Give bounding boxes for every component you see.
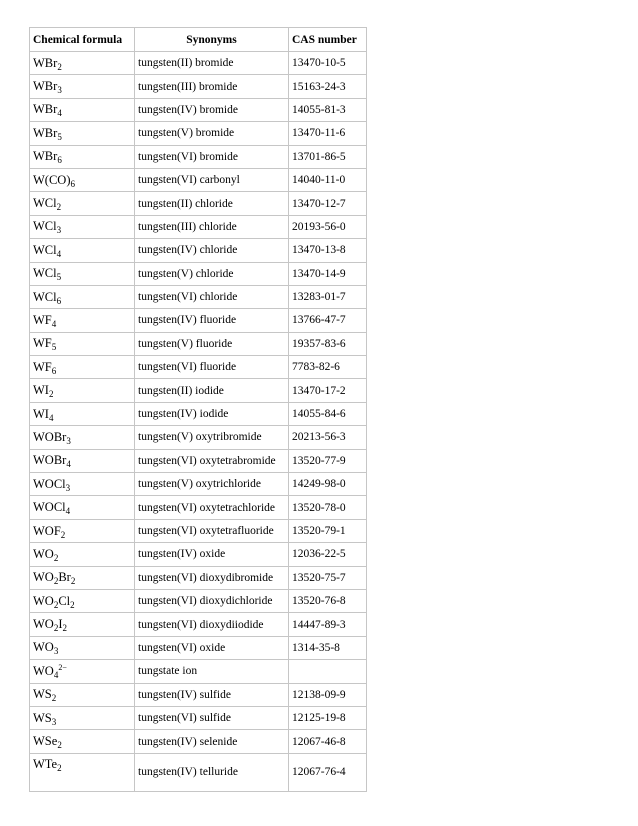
synonym-cell: tungsten(V) oxytrichloride [135, 473, 289, 496]
formula-cell [30, 356, 135, 379]
table-header-row [30, 28, 367, 52]
synonym-cell: tungsten(VI) oxide [135, 636, 289, 659]
table-row [30, 636, 367, 659]
formula-text: WOBr [33, 453, 67, 468]
formula-text: WBr [33, 125, 58, 140]
table-row [30, 309, 367, 332]
table-row [30, 215, 367, 238]
cas-number-cell: 13701-86-5 [289, 145, 367, 168]
synonym-cell: tungsten(III) bromide [135, 75, 289, 98]
table-row [30, 543, 367, 566]
synonym-cell: tungstate ion [135, 660, 289, 683]
cas-number-cell: 13470-11-6 [289, 122, 367, 145]
cas-number-cell: 14447-89-3 [289, 613, 367, 636]
cas-number-cell: 13520-76-8 [289, 589, 367, 612]
formula-cell [30, 379, 135, 402]
formula-cell [30, 332, 135, 355]
formula-cell [30, 706, 135, 729]
formula-cell [30, 52, 135, 75]
formula-subscript: 4 [57, 108, 62, 119]
formula-subscript: 2 [53, 599, 59, 610]
formula-subscript: 2 [51, 693, 57, 704]
formula-subscript: 4 [53, 669, 59, 680]
formula-text: WO [33, 570, 54, 585]
formula-cell [30, 589, 135, 612]
formula-cell [30, 473, 135, 496]
table-row [30, 145, 367, 168]
formula-cell [30, 519, 135, 542]
formula-subscript: 2 [57, 61, 62, 72]
formula-text: WO [33, 617, 54, 632]
table-row [30, 449, 367, 472]
table-row [30, 98, 367, 121]
formula-cell [30, 566, 135, 589]
synonym-cell: tungsten(II) bromide [135, 52, 289, 75]
formula-text: WCl [33, 289, 57, 304]
cas-number-cell: 13520-75-7 [289, 566, 367, 589]
cas-number-cell: 20213-56-3 [289, 426, 367, 449]
synonym-cell: tungsten(IV) fluoride [135, 309, 289, 332]
formula-cell [30, 496, 135, 519]
synonym-cell: tungsten(II) chloride [135, 192, 289, 215]
cas-number-cell: 12067-46-8 [289, 730, 367, 753]
synonym-cell: tungsten(IV) sulfide [135, 683, 289, 706]
header-chemical-formula: Chemical formula [30, 28, 135, 52]
table-row [30, 402, 367, 425]
synonym-cell: tungsten(IV) selenide [135, 730, 289, 753]
formula-cell [30, 730, 135, 753]
formula-text: WO [33, 546, 54, 561]
formula-cell [30, 285, 135, 308]
synonym-cell: tungsten(V) fluoride [135, 332, 289, 355]
formula-cell [30, 660, 135, 683]
table-row [30, 566, 367, 589]
cas-number-cell: 13520-79-1 [289, 519, 367, 542]
formula-text: WO [33, 593, 54, 608]
cas-number-cell: 13520-77-9 [289, 449, 367, 472]
synonym-cell: tungsten(IV) chloride [135, 239, 289, 262]
formula-text: WBr [33, 149, 58, 164]
synonym-cell: tungsten(VI) sulfide [135, 706, 289, 729]
formula-subscript: 4 [65, 506, 71, 517]
table-row [30, 753, 367, 791]
formula-text: WF [33, 336, 52, 351]
formula-text: I [58, 617, 63, 632]
formula-text: WOF [33, 523, 61, 538]
formula-text: WCl [33, 266, 57, 281]
cas-number-cell: 13283-01-7 [289, 285, 367, 308]
formula-subscript: 3 [65, 482, 71, 493]
formula-text: WOCl [33, 476, 66, 491]
table-row [30, 496, 367, 519]
formula-cell [30, 683, 135, 706]
formula-cell [30, 262, 135, 285]
formula-cell [30, 168, 135, 191]
table-row [30, 660, 367, 683]
formula-cell [30, 449, 135, 472]
cas-number-cell: 20193-56-0 [289, 215, 367, 238]
cas-number-cell: 15163-24-3 [289, 75, 367, 98]
formula-subscript: 2 [48, 389, 54, 400]
cas-number-cell: 14249-98-0 [289, 473, 367, 496]
synonym-cell: tungsten(V) bromide [135, 122, 289, 145]
formula-text: WS [33, 687, 52, 702]
synonym-cell: tungsten(VI) bromide [135, 145, 289, 168]
synonym-cell: tungsten(III) chloride [135, 215, 289, 238]
formula-cell [30, 192, 135, 215]
table-row [30, 519, 367, 542]
formula-superscript: 2− [58, 662, 67, 672]
table-row [30, 262, 367, 285]
formula-text: WSe [33, 734, 58, 749]
cas-number-cell: 13470-12-7 [289, 192, 367, 215]
formula-text: WO [33, 663, 54, 678]
formula-subscript: 2 [60, 529, 66, 540]
table-row [30, 332, 367, 355]
formula-text: WCl [33, 219, 57, 234]
cas-number-cell: 14055-84-6 [289, 402, 367, 425]
formula-text: WBr [33, 79, 58, 94]
formula-text: WF [33, 312, 52, 327]
formula-subscript: 2 [53, 576, 59, 587]
table-row [30, 168, 367, 191]
formula-subscript: 2 [62, 623, 67, 634]
tungsten-compounds-table [29, 27, 367, 792]
formula-subscript: 2 [56, 202, 62, 213]
formula-cell [30, 122, 135, 145]
table-row [30, 239, 367, 262]
table-row [30, 613, 367, 636]
formula-text: WS [33, 710, 52, 725]
formula-subscript: 2 [53, 552, 59, 563]
formula-text: WCl [33, 196, 57, 211]
formula-subscript: 5 [51, 342, 57, 353]
synonym-cell: tungsten(VI) dioxydibromide [135, 566, 289, 589]
formula-text: Br [58, 570, 71, 585]
table-row [30, 730, 367, 753]
formula-cell [30, 426, 135, 449]
formula-subscript: 6 [70, 178, 75, 189]
table-row [30, 52, 367, 75]
table-row [30, 426, 367, 449]
formula-cell [30, 309, 135, 332]
formula-subscript: 4 [66, 459, 71, 470]
formula-text: WOBr [33, 429, 67, 444]
formula-text: Cl [58, 593, 71, 608]
formula-text: W(CO) [33, 172, 71, 187]
formula-cell [30, 145, 135, 168]
formula-subscript: 2 [53, 623, 59, 634]
formula-subscript: 6 [51, 365, 57, 376]
formula-subscript: 5 [57, 131, 62, 142]
cas-number-cell [289, 660, 367, 683]
cas-number-cell: 14055-81-3 [289, 98, 367, 121]
formula-text: WCl [33, 242, 57, 257]
formula-cell [30, 98, 135, 121]
formula-subscript: 5 [56, 272, 62, 283]
formula-subscript: 3 [57, 85, 62, 96]
synonym-cell: tungsten(IV) oxide [135, 543, 289, 566]
table-body [30, 52, 367, 792]
cas-number-cell: 19357-83-6 [289, 332, 367, 355]
synonym-cell: tungsten(VI) carbonyl [135, 168, 289, 191]
formula-cell [30, 215, 135, 238]
table-row [30, 356, 367, 379]
cas-number-cell: 14040-11-0 [289, 168, 367, 191]
synonym-cell: tungsten(VI) chloride [135, 285, 289, 308]
table-row [30, 192, 367, 215]
synonym-cell: tungsten(VI) oxytetrafluoride [135, 519, 289, 542]
cas-number-cell: 13520-78-0 [289, 496, 367, 519]
formula-subscript: 3 [53, 646, 59, 657]
formula-cell [30, 613, 135, 636]
formula-subscript: 4 [56, 248, 62, 259]
synonym-cell: tungsten(IV) bromide [135, 98, 289, 121]
formula-subscript: 2 [70, 576, 76, 587]
header-cas-number: CAS number [289, 28, 367, 52]
formula-text: WI [33, 383, 49, 398]
table-row [30, 285, 367, 308]
formula-cell [30, 402, 135, 425]
formula-subscript: 2 [70, 599, 75, 610]
cas-number-cell: 13470-14-9 [289, 262, 367, 285]
cas-number-cell: 12138-09-9 [289, 683, 367, 706]
formula-text: WO [33, 640, 54, 655]
synonym-cell: tungsten(IV) telluride [135, 753, 289, 791]
table-row [30, 75, 367, 98]
formula-subscript: 2 [57, 762, 62, 773]
cas-number-cell: 13470-10-5 [289, 52, 367, 75]
cas-number-cell: 13470-17-2 [289, 379, 367, 402]
synonym-cell: tungsten(V) chloride [135, 262, 289, 285]
formula-text: WBr [33, 55, 58, 70]
synonym-cell: tungsten(VI) oxytetrabromide [135, 449, 289, 472]
formula-cell [30, 636, 135, 659]
formula-subscript: 6 [57, 155, 62, 166]
cas-number-cell: 7783-82-6 [289, 356, 367, 379]
formula-text: WOCl [33, 500, 66, 515]
table-row [30, 589, 367, 612]
header-synonyms: Synonyms [135, 28, 289, 52]
formula-cell [30, 239, 135, 262]
cas-number-cell: 12067-76-4 [289, 753, 367, 791]
formula-text: WTe [33, 756, 58, 771]
table-row [30, 683, 367, 706]
cas-number-cell: 13766-47-7 [289, 309, 367, 332]
synonym-cell: tungsten(VI) fluoride [135, 356, 289, 379]
formula-subscript: 3 [51, 716, 57, 727]
formula-subscript: 3 [56, 225, 62, 236]
cas-number-cell: 12036-22-5 [289, 543, 367, 566]
synonym-cell: tungsten(VI) dioxydichloride [135, 589, 289, 612]
formula-text: WI [33, 406, 49, 421]
formula-subscript: 4 [48, 412, 54, 423]
table-row [30, 379, 367, 402]
formula-cell [30, 543, 135, 566]
table-row [30, 706, 367, 729]
formula-subscript: 2 [57, 740, 62, 751]
formula-cell [30, 753, 135, 791]
cas-number-cell: 13470-13-8 [289, 239, 367, 262]
formula-subscript: 4 [51, 318, 57, 329]
cas-number-cell: 1314-35-8 [289, 636, 367, 659]
synonym-cell: tungsten(V) oxytribromide [135, 426, 289, 449]
synonym-cell: tungsten(II) iodide [135, 379, 289, 402]
synonym-cell: tungsten(VI) oxytetrachloride [135, 496, 289, 519]
formula-cell [30, 75, 135, 98]
table-row [30, 122, 367, 145]
synonym-cell: tungsten(IV) iodide [135, 402, 289, 425]
formula-text: WBr [33, 102, 58, 117]
table-row [30, 473, 367, 496]
formula-text: WF [33, 359, 52, 374]
formula-subscript: 6 [56, 295, 62, 306]
formula-subscript: 3 [66, 435, 71, 446]
cas-number-cell: 12125-19-8 [289, 706, 367, 729]
synonym-cell: tungsten(VI) dioxydiiodide [135, 613, 289, 636]
